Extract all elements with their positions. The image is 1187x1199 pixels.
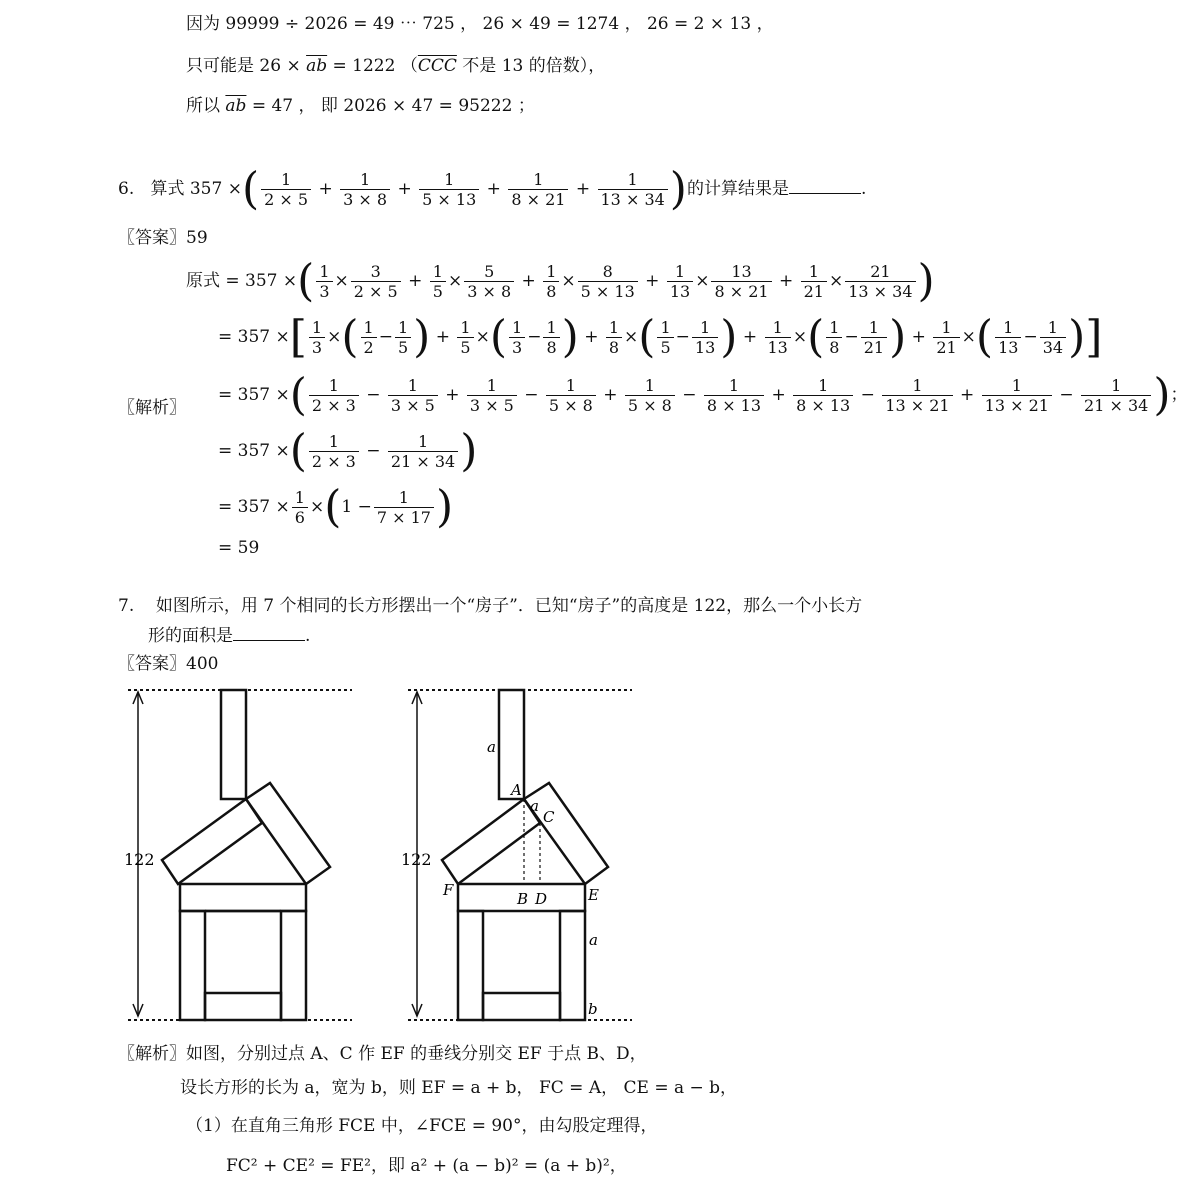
s2-lead: = 357 × [218, 327, 290, 347]
question-6: 6. 算式 357 ×( $\frac{1}{2 \times 5}$ + $\frac{1}{3 \times 8}$ + $\frac{1}{5 \times 13}$ + $\frac{1}{8 \times 21}$ + $\frac{1}{13 \times 34}$ )的计算结果是 . [118, 163, 867, 215]
s5-frac-2: $\frac{1}{7 \times 17}$ [374, 488, 434, 527]
q6-answer: 〖答案〗59 [118, 228, 208, 248]
s1-frac: $\frac{13}{8 \times 21}$ [711, 262, 771, 301]
s3-tail: ； [1170, 385, 1187, 405]
l2-c: 不是 13 的倍数）， [456, 56, 606, 76]
q7-line-1: 如图所示，用 7 个相同的长方形摆出一个“房子”．已知“房子”的高度是 122，那么一个小长方 [155, 596, 863, 616]
q6-end: . [860, 179, 867, 199]
s3-frac: $\frac{1}{2 \times 3}$ [309, 376, 359, 415]
q7-answer: 〖答案〗400 [118, 654, 219, 674]
s2-frac: $\frac{1}{8}$ [826, 318, 842, 357]
s1-lead: 原式 = 357 × [186, 271, 298, 291]
s5-one: 1 − [341, 497, 372, 517]
right-height-label: 122 [401, 850, 432, 869]
q6-step-6: = 59 [218, 538, 260, 558]
left-height-label: 122 [124, 850, 155, 869]
s2-coef: $\frac{1}{13}$ [765, 318, 791, 357]
label-B: B [517, 890, 529, 908]
l2-ccc: $\overline{CCC}$ [417, 56, 457, 76]
s3-frac: $\frac{1}{8 \times 13}$ [704, 376, 764, 415]
s5-lead: = 357 × [218, 497, 290, 517]
s2-coef: $\frac{1}{3}$ [309, 318, 325, 357]
s2-coef: $\frac{1}{5}$ [457, 318, 473, 357]
label-a-chimney: a [487, 738, 496, 756]
s3-frac: $\frac{1}{8 \times 13}$ [793, 376, 853, 415]
text-line-1: 因为 99999 ÷ 2026 = 49 ⋯ 725 ， 26 × 49 = 1274 ， 26 = 2 × 13 ， [186, 14, 774, 34]
s2-frac: $\frac{1}{5}$ [395, 318, 411, 357]
q7-solution-line-4: FC² + CE² = FE²，即 a² + (a − b)² = (a + b)²， [226, 1156, 627, 1176]
l2-b: = 1222 （ [327, 56, 418, 76]
q7-solution-line-2: 设长方形的长为 a，宽为 b，则 EF = a + b， FC = A， CE = a − b， [180, 1078, 738, 1098]
q7-solution-line-3: （1）在直角三角形 FCE 中，∠FCE = 90°，由勾股定理得， [186, 1116, 658, 1136]
l3-a: 所以 [186, 96, 226, 116]
q6-solution-label: 〖解析〗 [118, 398, 186, 418]
label-a-wall: a [589, 931, 598, 949]
s3-frac: $\frac{1}{3 \times 5}$ [467, 376, 517, 415]
label-b: b [588, 1000, 598, 1018]
q6-step-3: = 357 ×( $\frac{1}{2 \times 3}$ − $\frac{1}{3 \times 5}$ + $\frac{1}{3 \times 5}$ − $\frac{1}{5 \times 8}$ + $\frac{1}{5 \times 8}$ − $\frac{1}{8 \times 13}$ + $\frac{1}{8 \times 13}$ − $\frac{1}{13 \times 21}$ + $\frac{1}{13 \times 21}$ − $\frac{1}{21 \times 34}$ )； [218, 369, 1187, 421]
q6-step-5: = 357 × $\frac{1}{6}$ ×(1 − $\frac{1}{7 \times 17}$ ) [218, 481, 454, 533]
q7-line-2-text: 形的面积是 [148, 626, 233, 646]
q6-fraction: $\frac{1}{5 \times 13}$ [419, 170, 479, 209]
s2-coef: $\frac{1}{8}$ [606, 318, 622, 357]
s1-frac: $\frac{8}{5 \times 13}$ [578, 262, 638, 301]
s3-frac: $\frac{1}{5 \times 8}$ [625, 376, 675, 415]
s3-frac: $\frac{1}{13 \times 21}$ [982, 376, 1052, 415]
s1-coef: $\frac{1}{3}$ [316, 262, 332, 301]
s1-coef: $\frac{1}{5}$ [430, 262, 446, 301]
q6-step-2: = 357 ×[ $\frac{1}{3}$ ×( $\frac{1}{2}$ − $\frac{1}{5}$ ) + $\frac{1}{5}$ ×( $\frac{1}{3}$ − $\frac{1}{8}$ ) + $\frac{1}{8}$ ×( $\frac{1}{5}$ − $\frac{1}{13}$ ) + $\frac{1}{13}$ ×( $\frac{1}{8}$ − $\frac{1}{21}$ ) + $\frac{1}{21}$ ×( $\frac{1}{13}$ − $\frac{1}{34}$ )] [218, 311, 1103, 363]
s4-frac: $\frac{1}{2 \times 3}$ [309, 432, 359, 471]
label-C: C [543, 808, 555, 826]
l2-ab: $\overline{ab}$ [306, 56, 328, 76]
q6-step-1: 原式 = 357 ×( $\frac{1}{3}$ × $\frac{3}{2 \times 5}$ + $\frac{1}{5}$ × $\frac{5}{3 \times 8}$ + $\frac{1}{8}$ × $\frac{8}{5 \times 13}$ + $\frac{1}{13}$ × $\frac{13}{8 \times 21}$ + $\frac{1}{21}$ × $\frac{21}{13 \times 34}$ ) [186, 255, 935, 307]
s3-lead: = 357 × [218, 385, 290, 405]
s2-coef: $\frac{1}{21}$ [933, 318, 959, 357]
s4-frac: $\frac{1}{21 \times 34}$ [388, 432, 458, 471]
q6-tail: 的计算结果是 [686, 179, 789, 199]
q6-number: 6. [118, 179, 135, 199]
s1-coef: $\frac{1}{8}$ [543, 262, 559, 301]
s2-frac: $\frac{1}{21}$ [861, 318, 887, 357]
l2-a: 只可能是 26 × [186, 56, 307, 76]
s2-frac: $\frac{1}{8}$ [543, 318, 559, 357]
label-E: E [588, 886, 599, 904]
q6-fraction: $\frac{1}{13 \times 34}$ [598, 170, 668, 209]
l3-ab: $\overline{ab}$ [225, 96, 247, 116]
q6-fraction: $\frac{1}{8 \times 21}$ [508, 170, 568, 209]
label-A: A [511, 781, 522, 799]
label-F: F [443, 881, 454, 899]
s2-frac: $\frac{1}{3}$ [509, 318, 525, 357]
s1-frac: $\frac{21}{13 \times 34}$ [845, 262, 915, 301]
s1-coef: $\frac{1}{13}$ [667, 262, 693, 301]
s1-frac: $\frac{5}{3 \times 8}$ [464, 262, 514, 301]
q6-step-4: = 357 ×( $\frac{1}{2 \times 3}$ − $\frac{1}{21 \times 34}$ ) [218, 425, 478, 477]
s2-frac: $\frac{1}{2}$ [361, 318, 377, 357]
s3-frac: $\frac{1}{3 \times 5}$ [388, 376, 438, 415]
q6-fractions: $\frac{1}{2 \times 5}$ + $\frac{1}{3 \times 8}$ + $\frac{1}{5 \times 13}$ + $\frac{1}{8 \times 21}$ + $\frac{1}{13 \times 34}$ [259, 179, 670, 199]
label-a-roof: a [530, 797, 539, 815]
right-house [408, 690, 632, 1020]
s2-frac: $\frac{1}{5}$ [657, 318, 673, 357]
s3-frac: $\frac{1}{13 \times 21}$ [882, 376, 952, 415]
s2-frac: $\frac{1}{13}$ [692, 318, 718, 357]
s3-frac: $\frac{1}{21 \times 34}$ [1081, 376, 1151, 415]
s5-frac-1: $\frac{1}{6}$ [292, 488, 308, 527]
s2-frac: $\frac{1}{13}$ [995, 318, 1021, 357]
s4-lead: = 357 × [218, 441, 290, 461]
q7-end: . [305, 626, 311, 646]
l3-b: = 47 ， 即 2026 × 47 = 95222 ； [246, 96, 535, 116]
q6-lead: 算式 357 × [150, 179, 242, 199]
label-D: D [535, 890, 548, 908]
q6-fraction: $\frac{1}{2 \times 5}$ [261, 170, 311, 209]
q7-number: 7. [118, 596, 135, 616]
q7-solution-label: 〖解析〗 [118, 1044, 186, 1064]
s1-frac: $\frac{3}{2 \times 5}$ [351, 262, 401, 301]
left-house [128, 690, 352, 1020]
q7-sol-l1: 如图，分别过点 A、C 作 EF 的垂线分别交 EF 于点 B、D， [186, 1044, 647, 1064]
s2-frac: $\frac{1}{34}$ [1040, 318, 1066, 357]
q6-fraction: $\frac{1}{3 \times 8}$ [340, 170, 390, 209]
s1-coef: $\frac{1}{21}$ [801, 262, 827, 301]
q7-solution-line-1 [118, 1044, 647, 1064]
s3-frac: $\frac{1}{5 \times 8}$ [546, 376, 596, 415]
